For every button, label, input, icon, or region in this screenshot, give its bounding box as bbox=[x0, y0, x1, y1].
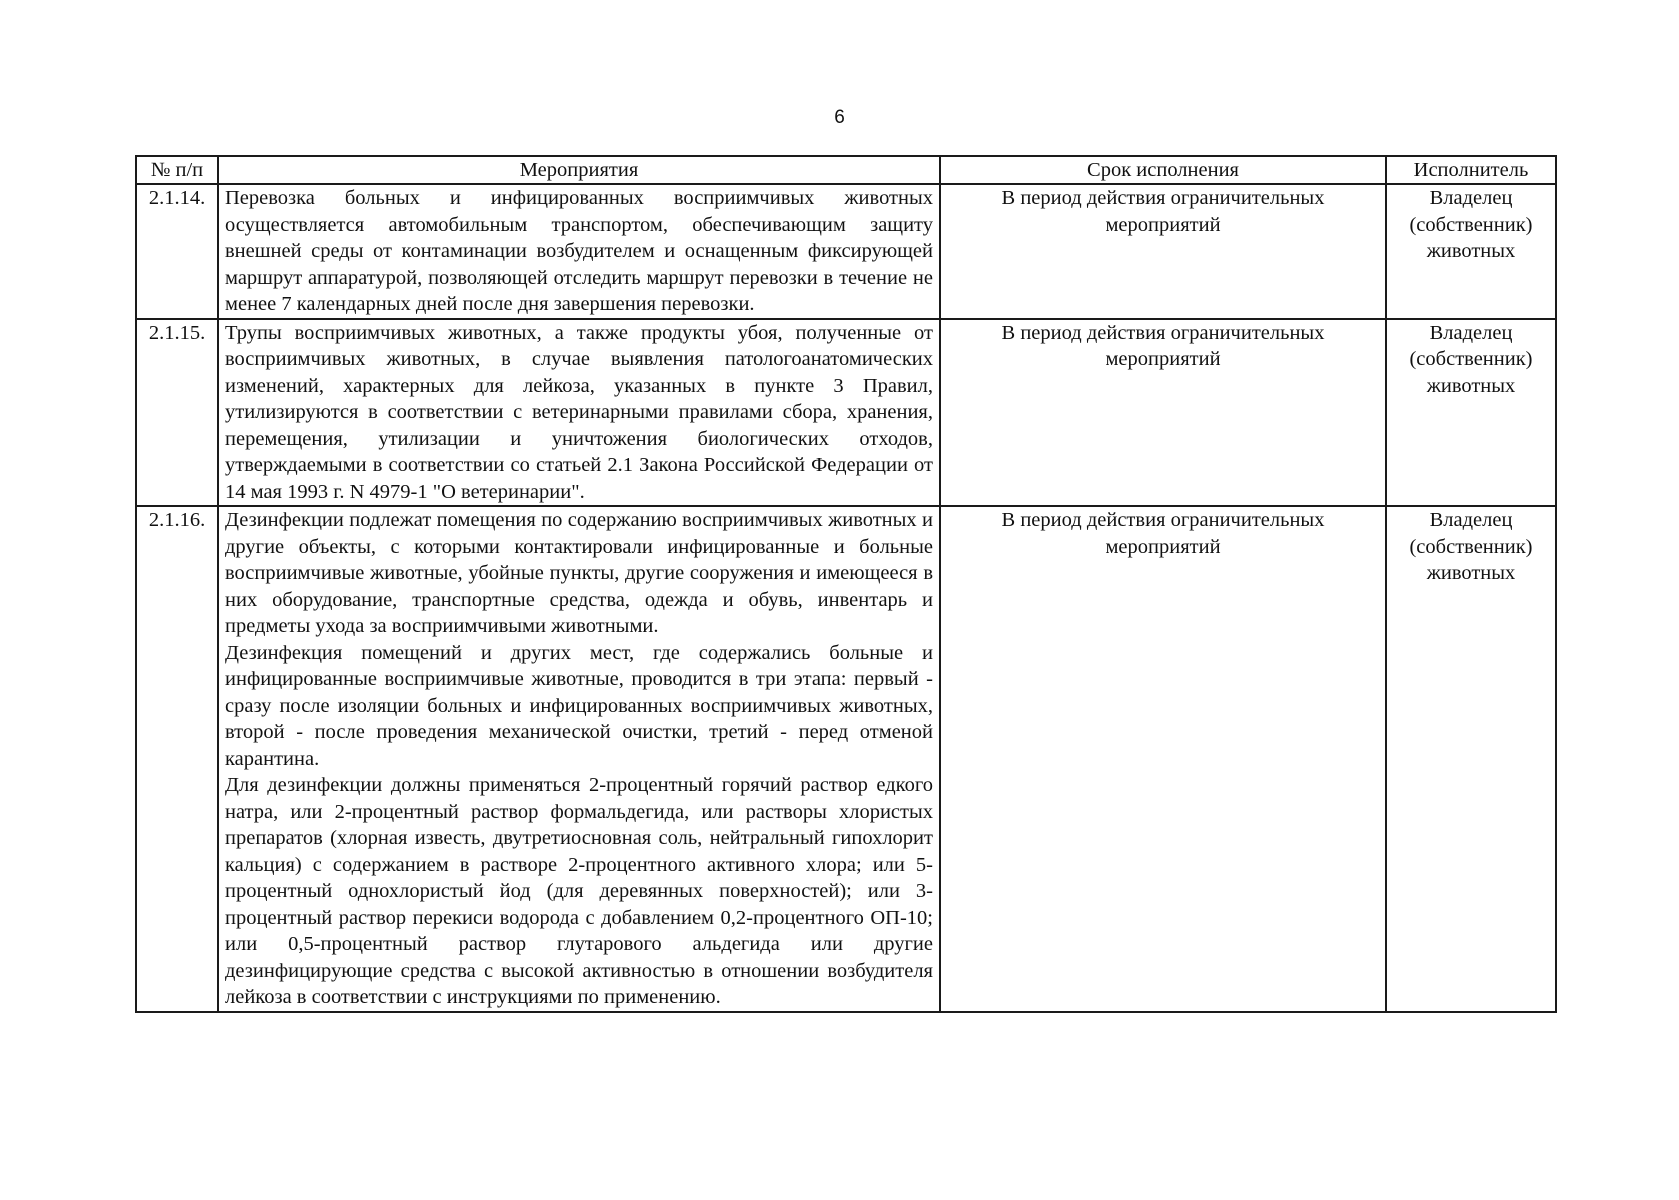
row-term: В период действия ограничительных мероприятий bbox=[940, 184, 1386, 319]
row-action bbox=[218, 184, 940, 319]
table-header-row bbox=[136, 156, 1556, 184]
table-row bbox=[136, 319, 1556, 507]
table-row bbox=[136, 506, 1556, 1012]
row-executor: Владелец (собственник) животных bbox=[1386, 506, 1556, 1012]
row-term: В период действия ограничительных мероприятий bbox=[940, 319, 1386, 507]
measures-table bbox=[135, 155, 1557, 1013]
action-paragraph: Перевозка больных и инфицированных восприимчивых животных осуществляется автомобильным транспортом, обеспечивающим защиту внешней среды от контаминации возбудителем и оснащенным фиксирующей маршрут аппаратурой, позволяющей отследить маршрут перевозки в течение не менее 7 календарных дней после дня завершения перевозки. bbox=[225, 187, 933, 315]
action-paragraph: Дезинфекции подлежат помещения по содержанию восприимчивых животных и другие объекты, с которыми контактировали инфицированные и больные восприимчивые животные, убойные пункты, другие сооружения и имеющееся в них оборудование, транспортные средства, одежда и обувь, инвентарь и предметы ухода за восприимчивыми животными. bbox=[225, 509, 933, 637]
row-term: В период действия ограничительных мероприятий bbox=[940, 506, 1386, 1012]
header-num: № п/п bbox=[136, 156, 218, 184]
page-number: 6 bbox=[834, 107, 845, 128]
header-term: Срок исполнения bbox=[940, 156, 1386, 184]
action-paragraph: Трупы восприимчивых животных, а также продукты убоя, полученные от восприимчивых животных, в случае выявления патологоанатомических изменений, характерных для лейкоза, указанных в пункте 3 Правил, утилизируются в соответствии с ветеринарными правилами сбора, хранения, перемещения, утилизации и уничтожения биологических отходов, утверждаемыми в соответствии со статьей 2.1 Закона Российской Федерации от 14 мая 1993 г. N 4979-1 "О ветеринарии". bbox=[225, 321, 933, 503]
action-paragraph: Для дезинфекции должны применяться 2-процентный горячий раствор едкого натра, или 2-процентный раствор формальдегида, или растворы хлористых препаратов (хлорная известь, двутретиосновная соль, нейтральный гипохлорит кальция) с содержанием в растворе 2-процентного активного хлора; или 5-процентный однохлористый йод (для деревянных поверхностей); или 3-процентный раствор перекиси водорода с добавлением 0,2-процентного ОП-10; или 0,5-процентный раствор глутарового альдегида или другие дезинфицирующие средства с высокой активностью в отношении возбудителя лейкоза в соответствии с инструкциями по применению. bbox=[225, 774, 933, 1008]
row-action bbox=[218, 319, 940, 507]
row-number: 2.1.14. bbox=[136, 184, 218, 319]
action-paragraph: Дезинфекция помещений и других мест, где содержались больные и инфицированные восприимчивые животные, проводится в три этапа: первый - сразу после изоляции больных и инфицированных восприимчивых животных, второй - после проведения механической очистки, третий - перед отменой карантина. bbox=[225, 641, 933, 770]
header-action: Мероприятия bbox=[218, 156, 940, 184]
table-row bbox=[136, 184, 1556, 319]
header-executor: Исполнитель bbox=[1386, 156, 1556, 184]
row-number: 2.1.15. bbox=[136, 319, 218, 507]
row-action bbox=[218, 506, 940, 1012]
row-executor: Владелец (собственник) животных bbox=[1386, 319, 1556, 507]
row-executor: Владелец (собственник) животных bbox=[1386, 184, 1556, 319]
row-number: 2.1.16. bbox=[136, 506, 218, 1012]
